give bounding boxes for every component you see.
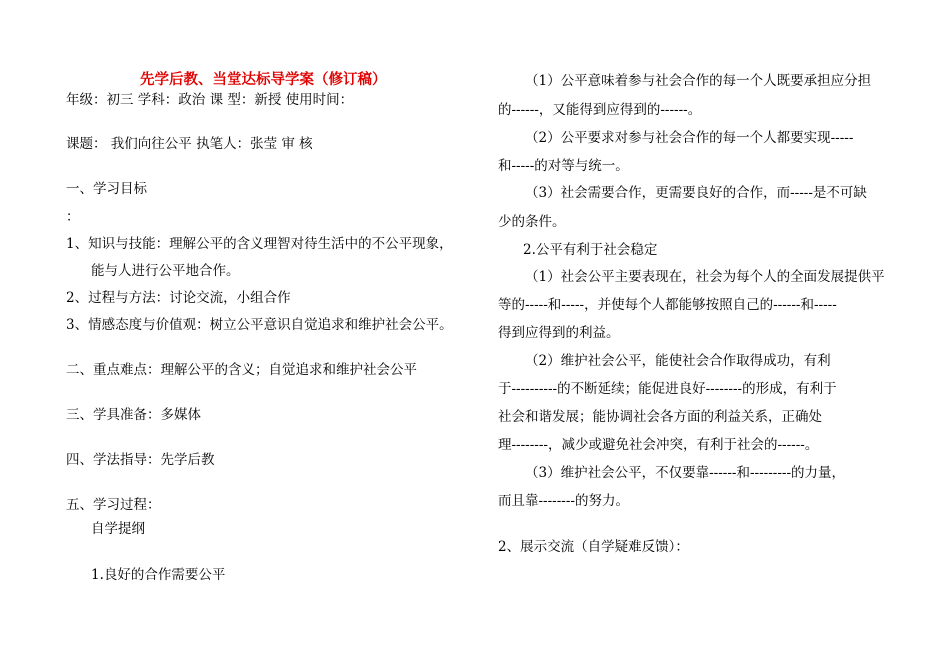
stability-point-2b: 于----------的不断延续；能促进良好--------的形成，有利于: [498, 381, 837, 397]
goal-attitude: 3、情感态度与价值观：树立公平意识自觉追求和维护社会公平。: [66, 317, 453, 333]
fairness-point-3b: 少的条件。: [498, 214, 566, 230]
section-show-exchange: 2、展示交流（自学疑难反馈）：: [498, 539, 689, 555]
stability-point-3a: （3）维护社会公平，不仅要靠------和---------的力量，: [525, 465, 846, 481]
section-tools: 三、学具准备：多媒体: [66, 407, 201, 423]
topic-line: 课题： 我们向往公平 执笔人：张莹 审 核: [66, 136, 313, 152]
fairness-point-3a: （3）社会需要合作，更需要良好的合作，而-----是不可缺: [525, 185, 867, 201]
fairness-point-1a: （1）公平意味着参与社会合作的每一个人既要承担应分担: [525, 73, 872, 89]
outline-item-1: 1.良好的合作需要公平: [91, 567, 226, 583]
stability-point-2c: 社会和谐发展；能协调社会各方面的利益关系，正确处: [498, 409, 822, 425]
section-process: 五、学习过程：: [66, 497, 161, 513]
stability-point-1a: （1）社会公平主要表现在，社会为每个人的全面发展提供平: [525, 269, 885, 285]
info-line: 年级：初三 学科：政治 课 型：新授 使用时间：: [66, 92, 354, 108]
document-title: 先学后教、当堂达标导学案（修订稿）: [140, 71, 387, 88]
stability-point-2a: （2）维护社会公平，能使社会合作取得成功，有利: [525, 353, 831, 369]
stability-heading: 2.公平有利于社会稳定: [523, 242, 658, 258]
section-goals-colon: ：: [66, 209, 80, 225]
fairness-point-2a: （2）公平要求对参与社会合作的每一个人都要实现-----: [525, 130, 854, 146]
section-method: 四、学法指导：先学后教: [66, 452, 215, 468]
section-key-points: 二、重点难点：理解公平的含义；自觉追求和维护社会公平: [66, 362, 417, 378]
outline-heading: 自学提纲: [91, 521, 145, 537]
stability-point-2d: 理--------，减少或避免社会冲突，有利于社会的------。: [498, 437, 819, 453]
stability-point-1c: 得到应得到的利益。: [498, 325, 620, 341]
stability-point-3b: 而且靠--------的努力。: [498, 493, 629, 509]
fairness-point-2b: 和-----的对等与统一。: [498, 158, 629, 174]
goal-knowledge: 1、知识与技能：理解公平的含义理智对待生活中的不公平现象，: [66, 236, 453, 252]
goal-knowledge-cont: 能与人进行公平地合作。: [91, 263, 240, 279]
goal-process: 2、过程与方法：讨论交流，小组合作: [66, 290, 291, 306]
stability-point-1b: 等的-----和-----，并使每个人都能够按照自己的------和-----: [498, 297, 837, 313]
fairness-point-1b: 的------，又能得到应得到的------。: [498, 102, 702, 118]
section-goals-heading: 一、学习目标: [66, 181, 147, 197]
